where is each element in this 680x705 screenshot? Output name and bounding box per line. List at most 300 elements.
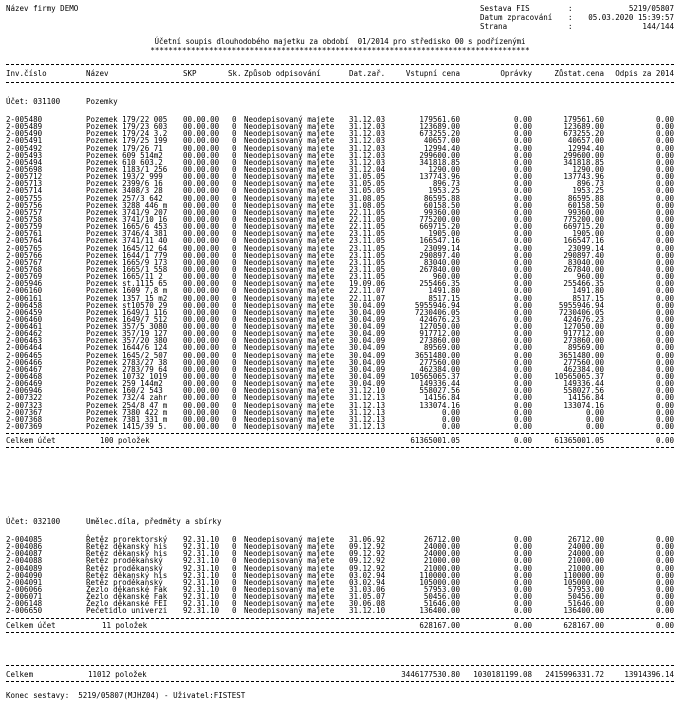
depreciation-method: Neodepisovaný majete	[244, 272, 335, 282]
depreciation-2014: 0.00	[655, 207, 674, 217]
category: 0	[232, 164, 237, 174]
input-price: 558027.56	[419, 386, 460, 396]
acquisition-date: 23.11.05	[349, 264, 386, 274]
depreciation-method: Neodepisovaný majete	[244, 243, 335, 253]
input-price: 267840.00	[419, 264, 460, 274]
input-price: 23099.14	[423, 243, 460, 253]
skp-code: 00.00.00	[183, 193, 220, 203]
asset-name: Pozemek 10732 1019	[86, 372, 168, 382]
inv-number: 2-005765	[6, 243, 43, 253]
skp-code: 00.00.00	[183, 236, 220, 246]
asset-name: Pozemek 259 144m2	[86, 379, 163, 389]
residual-price: 7230406.05	[558, 307, 604, 317]
asset-name: Pozemek 3741/9 207	[86, 207, 168, 217]
inv-number: 2-005946	[6, 279, 43, 289]
acquisition-date: 31.12.03	[349, 150, 386, 160]
asset-name: Pozemek 1183/1 256	[86, 164, 168, 174]
depreciation-method: Neodepisovaný majete	[244, 143, 335, 153]
depreciation-method: Neodepisovaný majete	[244, 200, 335, 210]
input-price: 24000.00	[423, 549, 460, 559]
grand-total-row	[0, 671, 680, 678]
skp-code: 00.00.00	[183, 372, 220, 382]
residual-price: 8517.15	[572, 293, 604, 303]
category: 0	[232, 563, 237, 573]
depreciation-method: Neodepisovaný majete	[244, 322, 335, 332]
acquisition-date: 30.04.09	[349, 329, 386, 339]
depreciation-method: Neodepisovaný majete	[244, 542, 335, 552]
account-total-label: Celkem účet	[6, 620, 56, 630]
residual-price: 290897.40	[563, 250, 604, 260]
residual-price: 83040.00	[567, 257, 604, 267]
category: 0	[232, 207, 237, 217]
depreciation-2014: 0.00	[655, 364, 674, 374]
skp-code: 00.00.00	[183, 407, 220, 417]
residual-price: 149336.44	[563, 379, 604, 389]
residual-price: 299600.00	[563, 150, 604, 160]
asset-name: Pozemek 3408/3 28	[86, 186, 163, 196]
residual-price: 424676.23	[563, 314, 604, 324]
depreciation: 0.00	[513, 393, 532, 403]
asset-name: Pozemek 2783/79 64	[86, 364, 168, 374]
input-price: 1290.00	[428, 164, 460, 174]
account-total-row	[0, 622, 680, 629]
depreciation: 0.00	[513, 257, 532, 267]
skp-code: 92.31.10	[183, 542, 220, 552]
account-number: Účet: 031100	[6, 97, 61, 106]
depreciation-2014: 0.00	[655, 414, 674, 424]
inv-number: 2-005756	[6, 200, 43, 210]
category: 0	[232, 592, 237, 602]
inv-number: 2-004089	[6, 563, 43, 573]
input-price: 60158.50	[423, 200, 460, 210]
depreciation-2014: 0.00	[655, 314, 674, 324]
account-total-depreciation: 0.00	[513, 620, 532, 630]
input-price: 1905.00	[428, 229, 460, 239]
input-price: 50456.00	[423, 592, 460, 602]
skp-code: 00.00.00	[183, 164, 220, 174]
account-total-depreciation: 0.00	[513, 436, 532, 446]
depreciation-method: Neodepisovaný majete	[244, 214, 335, 224]
subtotal-rule-top	[6, 618, 674, 619]
depreciation-method: Neodepisovaný majete	[244, 236, 335, 246]
depreciation-method: Neodepisovaný majete	[244, 157, 335, 167]
residual-price: 1491.80	[572, 286, 604, 296]
inv-number: 2-005713	[6, 179, 43, 189]
residual-price: 127050.00	[563, 322, 604, 332]
asset-name: Pozemek 1665/11 2	[86, 272, 163, 282]
category: 0	[232, 542, 237, 552]
depreciation-2014: 0.00	[655, 336, 674, 346]
acquisition-date: 22.11.05	[349, 222, 386, 232]
residual-price: 775200.00	[563, 214, 604, 224]
skp-code: 00.00.00	[183, 286, 220, 296]
depreciation: 0.00	[513, 577, 532, 587]
asset-name: Pozemek 2399/6 16	[86, 179, 163, 189]
asset-name: Pozemek 609 514m2	[86, 150, 163, 160]
category: 0	[232, 150, 237, 160]
asset-row	[0, 607, 680, 614]
inv-number: 2-005712	[6, 172, 43, 182]
depreciation-method: Neodepisovaný majete	[244, 563, 335, 573]
acquisition-date: 30.04.09	[349, 336, 386, 346]
input-price: 673255.20	[419, 129, 460, 139]
depreciation-method: Neodepisovaný majete	[244, 379, 335, 389]
depreciation-method: Neodepisovaný majete	[244, 393, 335, 403]
category: 0	[232, 400, 237, 410]
depreciation: 0.00	[513, 407, 532, 417]
asset-name: Pozemek 1415/39 5.	[86, 422, 168, 432]
asset-name: Pozemek 7380 422 m	[86, 407, 168, 417]
skp-code: 92.31.10	[183, 549, 220, 559]
category: 0	[232, 314, 237, 324]
input-price: 149336.44	[419, 379, 460, 389]
acquisition-date: 31.12.10	[349, 606, 386, 616]
col-vstupni: Vstupní cena	[405, 69, 460, 78]
asset-name: Pozemek 3746/4 381	[86, 229, 168, 239]
depreciation-method: Neodepisovaný majete	[244, 264, 335, 274]
asset-name: Řetěz proděkanský	[86, 556, 163, 566]
depreciation: 0.00	[513, 300, 532, 310]
residual-price: 99360.00	[567, 207, 604, 217]
inv-number: 2-005493	[6, 150, 43, 160]
acquisition-date: 30.04.09	[349, 343, 386, 353]
skp-code: 00.00.00	[183, 336, 220, 346]
inv-number: 2-004088	[6, 556, 43, 566]
grand-total-rule-top	[6, 665, 674, 666]
col-datzar: Dat.zař.	[349, 69, 386, 78]
inv-number: 2-007323	[6, 400, 43, 410]
input-price: 51646.00	[423, 599, 460, 609]
asset-name: Pozemek 1645/12 64	[86, 243, 168, 253]
account-total-input-price: 628167.00	[419, 620, 460, 630]
depreciation-2014: 0.00	[655, 350, 674, 360]
acquisition-date: 30.04.09	[349, 300, 386, 310]
acquisition-date: 31.12.13	[349, 407, 386, 417]
input-price: 341818.85	[419, 157, 460, 167]
category: 0	[232, 343, 237, 353]
skp-code: 00.00.00	[183, 293, 220, 303]
asset-name: Pozemek 1649/7 512	[86, 314, 168, 324]
depreciation: 0.00	[513, 200, 532, 210]
acquisition-date: 31.12.13	[349, 422, 386, 432]
acquisition-date: 09.12.92	[349, 549, 386, 559]
skp-code: 00.00.00	[183, 172, 220, 182]
asset-name: Pozemek 610 603.2	[86, 157, 163, 167]
residual-price: 267840.00	[563, 264, 604, 274]
category: 0	[232, 300, 237, 310]
inv-number: 2-006466	[6, 357, 43, 367]
acquisition-date: 31.12.13	[349, 400, 386, 410]
skp-code: 92.31.10	[183, 570, 220, 580]
inv-number: 2-004087	[6, 549, 43, 559]
skp-code: 00.00.00	[183, 229, 220, 239]
depreciation-method: Neodepisovaný majete	[244, 207, 335, 217]
depreciation-method: Neodepisovaný majete	[244, 172, 335, 182]
category: 0	[232, 599, 237, 609]
depreciation-2014: 0.00	[655, 542, 674, 552]
residual-price: 51646.00	[567, 599, 604, 609]
asset-name: Pozemek 3288 446 m	[86, 200, 168, 210]
depreciation-method: Neodepisovaný majete	[244, 407, 335, 417]
depreciation-method: Neodepisovaný majete	[244, 122, 335, 132]
colon: :	[568, 4, 573, 13]
category: 0	[232, 556, 237, 566]
residual-price: 123689.00	[563, 122, 604, 132]
category: 0	[232, 193, 237, 203]
inv-number: 2-005769	[6, 272, 43, 282]
skp-code: 92.31.10	[183, 577, 220, 587]
input-price: 14156.84	[423, 393, 460, 403]
category: 0	[232, 584, 237, 594]
skp-code: 00.00.00	[183, 314, 220, 324]
residual-price: 166547.16	[563, 236, 604, 246]
inv-number: 2-007369	[6, 422, 43, 432]
depreciation: 0.00	[513, 250, 532, 260]
header-rule-bottom	[6, 82, 674, 83]
inv-number: 2-007322	[6, 393, 43, 403]
depreciation-method: Neodepisovaný majete	[244, 329, 335, 339]
category: 0	[232, 115, 237, 124]
depreciation-method: Neodepisovaný majete	[244, 372, 335, 382]
acquisition-date: 31.12.03	[349, 157, 386, 167]
residual-price: 3651480.00	[558, 350, 604, 360]
category: 0	[232, 393, 237, 403]
skp-code: 00.00.00	[183, 422, 220, 432]
depreciation: 0.00	[513, 272, 532, 282]
input-price: 12994.40	[423, 143, 460, 153]
category: 0	[232, 264, 237, 274]
col-zpusob: Způsob odpisování	[244, 69, 321, 78]
asset-name: Žezlo děkanské Fak	[86, 592, 168, 602]
inv-number: 2-006465	[6, 350, 43, 360]
account-name: Umělec.díla, předměty a sbírky	[86, 517, 222, 526]
input-price: 917712.00	[419, 329, 460, 339]
depreciation-2014: 0.00	[655, 307, 674, 317]
inv-number: 2-005767	[6, 257, 43, 267]
inv-number: 2-005768	[6, 264, 43, 274]
skp-code: 92.31.10	[183, 606, 220, 616]
col-odpis: Odpis za 2014	[615, 69, 674, 78]
category: 0	[232, 250, 237, 260]
col-inv: Inv.číslo	[6, 69, 47, 78]
asset-name: Pozemek 257/3 642	[86, 193, 163, 203]
category: 0	[232, 257, 237, 267]
asset-name: Řetěz děkanský his	[86, 549, 168, 559]
acquisition-date: 30.04.09	[349, 314, 386, 324]
depreciation-method: Neodepisovaný majete	[244, 422, 335, 432]
acquisition-date: 09.12.92	[349, 563, 386, 573]
depreciation-method: Neodepisovaný majete	[244, 577, 335, 587]
input-price: 0.00	[441, 414, 460, 424]
depreciation-method: Neodepisovaný majete	[244, 150, 335, 160]
acquisition-date: 22.11.07	[349, 286, 386, 296]
input-price: 137743.96	[419, 172, 460, 182]
acquisition-date: 30.04.09	[349, 357, 386, 367]
input-price: 273860.00	[419, 336, 460, 346]
asset-name: Pozemek 1644/1 779	[86, 250, 168, 260]
depreciation-method: Neodepisovaný majete	[244, 364, 335, 374]
depreciation: 0.00	[513, 264, 532, 274]
residual-price: 462384.00	[563, 364, 604, 374]
depreciation-2014: 0.00	[655, 372, 674, 382]
depreciation-2014: 0.00	[655, 422, 674, 432]
depreciation: 0.00	[513, 599, 532, 609]
asset-name: Pozemek 1357 15 m2	[86, 293, 168, 303]
inv-number: 2-007368	[6, 414, 43, 424]
depreciation: 0.00	[513, 563, 532, 573]
depreciation: 0.00	[513, 207, 532, 217]
skp-code: 00.00.00	[183, 329, 220, 339]
category: 0	[232, 606, 237, 616]
skp-code: 00.00.00	[183, 129, 220, 139]
asset-name: Pozemek st10570 29	[86, 300, 168, 310]
acquisition-date: 30.04.09	[349, 364, 386, 374]
subtotal-rule-top	[6, 433, 674, 434]
depreciation: 0.00	[513, 115, 532, 124]
acquisition-date: 30.06.08	[349, 599, 386, 609]
acquisition-date: 31.12.04	[349, 164, 386, 174]
category: 0	[232, 379, 237, 389]
inv-number: 2-006459	[6, 307, 43, 317]
account-total-label: Celkem účet	[6, 436, 56, 446]
depreciation-method: Neodepisovaný majete	[244, 556, 335, 566]
depreciation-2014: 0.00	[655, 136, 674, 146]
inv-number: 2-004085	[6, 535, 43, 544]
depreciation: 0.00	[513, 400, 532, 410]
category: 0	[232, 129, 237, 139]
depreciation-2014: 0.00	[655, 272, 674, 282]
acquisition-date: 30.04.09	[349, 307, 386, 317]
inv-number: 2-006071	[6, 592, 43, 602]
skp-code: 92.31.10	[183, 556, 220, 566]
depreciation-2014: 0.00	[655, 143, 674, 153]
depreciation-2014: 0.00	[655, 157, 674, 167]
skp-code: 00.00.00	[183, 300, 220, 310]
acquisition-date: 23.11.05	[349, 257, 386, 267]
depreciation-method: Neodepisovaný majete	[244, 250, 335, 260]
acquisition-date: 31.12.13	[349, 393, 386, 403]
depreciation-2014: 0.00	[655, 584, 674, 594]
residual-price: 133074.16	[563, 400, 604, 410]
asset-name: Pozemek 1645/2 507	[86, 350, 168, 360]
depreciation: 0.00	[513, 422, 532, 432]
grand-total-depreciation-2014: 13914396.14	[624, 670, 674, 679]
asset-name: Pozemek 179/25 199	[86, 136, 168, 146]
depreciation: 0.00	[513, 129, 532, 139]
input-price: 166547.16	[419, 236, 460, 246]
residual-price: 917712.00	[563, 329, 604, 339]
residual-price: 558027.56	[563, 386, 604, 396]
depreciation-2014: 0.00	[655, 222, 674, 232]
residual-price: 896.73	[576, 179, 604, 189]
residual-price: 40657.00	[567, 136, 604, 146]
input-price: 21000.00	[423, 563, 460, 573]
input-price: 99360.00	[423, 207, 460, 217]
depreciation-method: Neodepisovaný majete	[244, 222, 335, 232]
skp-code: 00.00.00	[183, 357, 220, 367]
processing-date: 05.03.2020 15:39:57	[588, 13, 674, 22]
depreciation: 0.00	[513, 193, 532, 203]
depreciation-2014: 0.00	[655, 400, 674, 410]
skp-code: 92.31.10	[183, 599, 220, 609]
residual-price: 24000.00	[567, 542, 604, 552]
input-price: 0.00	[441, 422, 460, 432]
category: 0	[232, 243, 237, 253]
depreciation: 0.00	[513, 136, 532, 146]
account-total-row	[0, 437, 680, 444]
depreciation: 0.00	[513, 236, 532, 246]
page-number: 144/144	[642, 22, 674, 31]
acquisition-date: 31.12.03	[349, 129, 386, 139]
depreciation: 0.00	[513, 372, 532, 382]
skp-code: 00.00.00	[183, 400, 220, 410]
report-footer: Konec sestavy: 5219/05807(MJHZ04) - Uživatel:FISTEST	[6, 691, 246, 700]
inv-number: 2-005758	[6, 214, 43, 224]
depreciation: 0.00	[513, 336, 532, 346]
inv-number: 2-006463	[6, 336, 43, 346]
depreciation: 0.00	[513, 357, 532, 367]
report-title: Účetní soupis dlouhodobého majetku za období 01/2014 pro středisko 00 s podřízenými	[154, 37, 526, 46]
depreciation-2014: 0.00	[655, 200, 674, 210]
residual-price: 341818.85	[563, 157, 604, 167]
input-price: 8517.15	[428, 293, 460, 303]
depreciation-method: Neodepisovaný majete	[244, 414, 335, 424]
account-total-input-price: 61365001.05	[410, 436, 460, 446]
inv-number: 2-006462	[6, 329, 43, 339]
depreciation-2014: 0.00	[655, 592, 674, 602]
skp-code: 00.00.00	[183, 243, 220, 253]
skp-code: 00.00.00	[183, 115, 220, 124]
inv-number: 2-005755	[6, 193, 43, 203]
category: 0	[232, 535, 237, 544]
skp-code: 00.00.00	[183, 257, 220, 267]
skp-code: 92.31.10	[183, 584, 220, 594]
input-price: 21000.00	[423, 556, 460, 566]
depreciation-2014: 0.00	[655, 279, 674, 289]
category: 0	[232, 229, 237, 239]
asset-name: Pozemek 160/2 543	[86, 386, 163, 396]
category: 0	[232, 372, 237, 382]
residual-price: 57953.00	[567, 584, 604, 594]
account-name: Pozemky	[86, 97, 118, 106]
asset-name: Pozemek 357/19 127	[86, 329, 168, 339]
input-price: 5955946.94	[414, 300, 460, 310]
residual-price: 255466.35	[563, 279, 604, 289]
depreciation: 0.00	[513, 535, 532, 544]
depreciation-method: Neodepisovaný majete	[244, 193, 335, 203]
depreciation-method: Neodepisovaný majete	[244, 549, 335, 559]
depreciation-method: Neodepisovaný majete	[244, 129, 335, 139]
skp-code: 00.00.00	[183, 343, 220, 353]
depreciation-2014: 0.00	[655, 329, 674, 339]
asset-name: Pozemek 732/4 zahr	[86, 393, 168, 403]
grand-total-depreciation: 1030181199.08	[473, 670, 532, 679]
acquisition-date: 31.03.06	[349, 584, 386, 594]
depreciation: 0.00	[513, 286, 532, 296]
residual-price: 110000.00	[563, 570, 604, 580]
depreciation-method: Neodepisovaný majete	[244, 350, 335, 360]
residual-price: 179561.60	[563, 115, 604, 124]
depreciation-2014: 0.00	[655, 129, 674, 139]
inv-number: 2-006160	[6, 286, 43, 296]
acquisition-date: 09.12.92	[349, 556, 386, 566]
input-price: 0.00	[441, 407, 460, 417]
depreciation: 0.00	[513, 343, 532, 353]
depreciation-2014: 0.00	[655, 186, 674, 196]
residual-price: 1290.00	[572, 164, 604, 174]
residual-price: 10565065.37	[554, 372, 604, 382]
depreciation: 0.00	[513, 414, 532, 424]
